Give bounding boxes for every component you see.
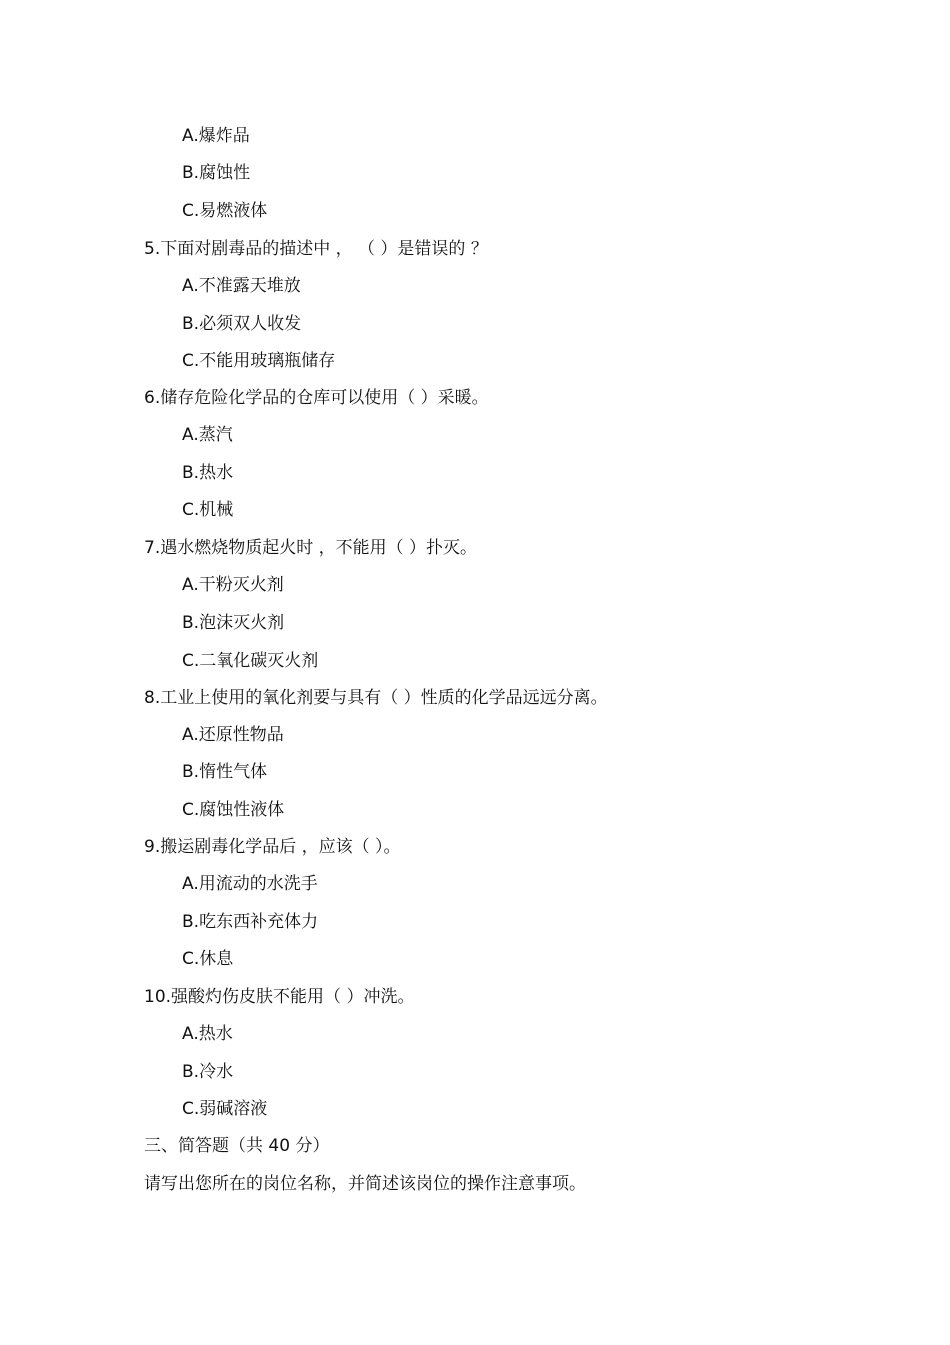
option-c: C.不能用玻璃瓶储存	[182, 351, 336, 371]
question-5-stem: 5.下面对剧毒品的描述中 ， （ ）是错误的 ？	[144, 239, 488, 259]
option-a: A.爆炸品	[182, 126, 250, 146]
option-c: C.易燃液体	[182, 201, 268, 221]
section-title: 三、简答题（共 40 分）	[144, 1136, 330, 1156]
question-10-stem: 10.强酸灼伤皮肤不能用（ ）冲洗。	[144, 987, 415, 1007]
question-8-stem: 8.工业上使用的氧化剂要与具有（ ）性质的化学品远远分离。	[144, 688, 608, 708]
option-b: B.必须双人收发	[182, 314, 302, 334]
question-6-stem: 6.储存危险化学品的仓库可以使用（ ）采暖。	[144, 388, 489, 408]
option-b: B.吃东西补充体力	[182, 912, 319, 932]
option-c: C.休息	[182, 949, 234, 969]
option-b: B.泡沫灭火剂	[182, 613, 285, 633]
option-a: A.还原性物品	[182, 725, 284, 745]
option-a: A.热水	[182, 1024, 233, 1044]
option-c: C.腐蚀性液体	[182, 800, 285, 820]
option-a: A.不准露天堆放	[182, 276, 301, 296]
option-b: B.惰性气体	[182, 762, 268, 782]
option-c: C.弱碱溶液	[182, 1099, 268, 1119]
option-b: B.热水	[182, 463, 234, 483]
option-a: A.干粉灭火剂	[182, 575, 284, 595]
option-a: A.蒸汽	[182, 425, 233, 445]
section-prompt: 请写出您所在的岗位名称，并简述该岗位的操作注意事项。	[144, 1174, 586, 1194]
option-b: B.冷水	[182, 1062, 234, 1082]
option-b: B.腐蚀性	[182, 163, 251, 183]
option-a: A.用流动的水洗手	[182, 874, 318, 894]
question-9-stem: 9.搬运剧毒化学品后 ，应该（ ）。	[144, 837, 401, 857]
option-c: C.二氧化碳灭火剂	[182, 651, 319, 671]
option-c: C.机械	[182, 500, 234, 520]
question-7-stem: 7.遇水燃烧物质起火时 ，不能用（ ）扑灭。	[144, 538, 478, 558]
